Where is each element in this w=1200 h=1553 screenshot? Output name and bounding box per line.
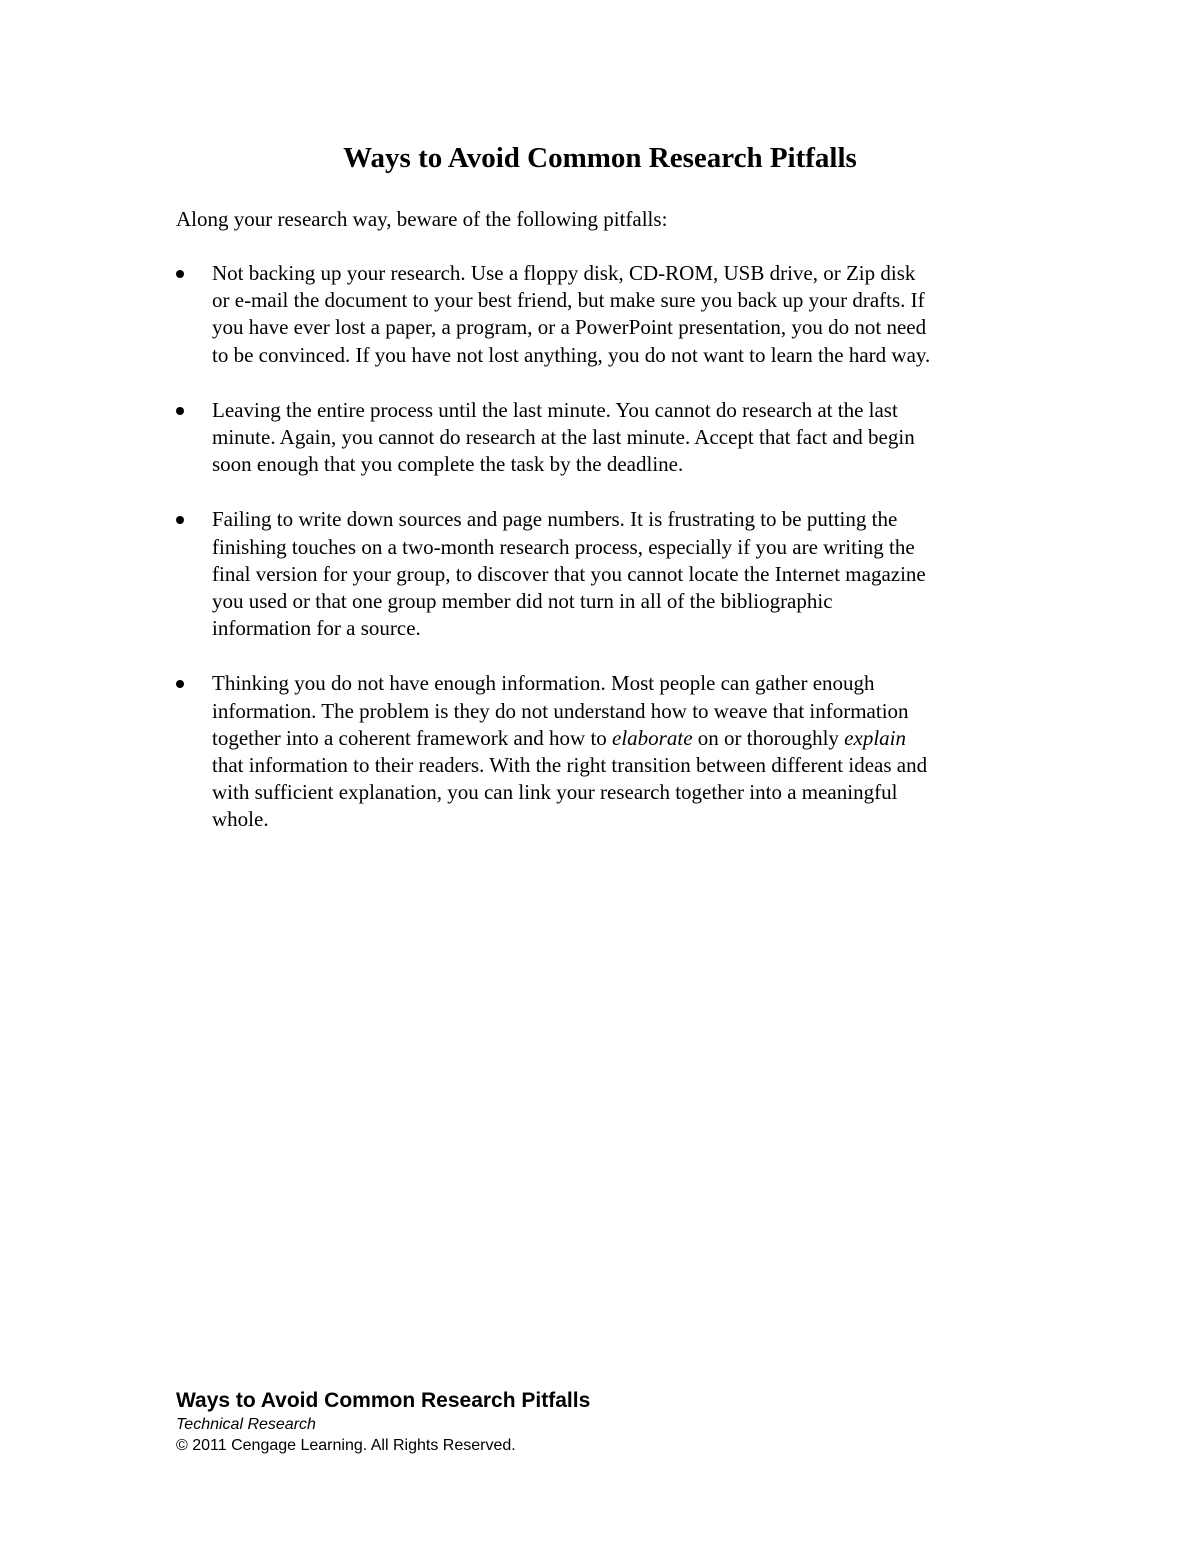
pitfall-line xyxy=(212,725,1036,752)
pitfall-line: Not backing up your research. Use a floppy disk, CD-ROM, USB drive, or Zip disk xyxy=(212,261,916,285)
pitfall-item xyxy=(176,397,1036,479)
pitfall-line: you have ever lost a paper, a program, or a PowerPoint presentation, you do not need xyxy=(212,315,927,340)
footer-copyright: © 2011 Cengage Learning. All Rights Reserved. xyxy=(176,1437,516,1454)
pitfall-line: soon enough that you complete the task by the deadline. xyxy=(212,452,684,477)
bullet-icon xyxy=(176,516,184,524)
footer-title: Ways to Avoid Common Research Pitfalls xyxy=(176,1389,591,1412)
bullet-icon xyxy=(176,270,184,278)
pitfall-line: that information to their readers. With the right transition between different ideas and xyxy=(212,753,928,778)
pitfall-line: minute. Again, you cannot do research at the last minute. Accept that fact and begin xyxy=(212,425,915,450)
pitfall-line: final version for your group, to discover that you cannot locate the Internet magazine xyxy=(212,561,926,586)
pitfall-line: Failing to write down sources and page numbers. It is frustrating to be putting the xyxy=(212,507,898,532)
pitfall-line: information. The problem is they do not understand how to weave that information xyxy=(212,698,909,723)
bullet-icon xyxy=(176,407,184,415)
pitfall-list xyxy=(176,260,1036,862)
emphasis-explain: explain xyxy=(844,725,906,750)
pitfall-line: information for a source. xyxy=(212,616,421,641)
page-footer xyxy=(176,1388,590,1456)
bullet-icon xyxy=(176,680,184,688)
pitfall-text: together into a coherent framework and how to xyxy=(212,725,613,750)
pitfall-line: finishing touches on a two-month research process, especially if you are writing the xyxy=(212,534,915,559)
pitfall-line: Leaving the entire process until the last minute. You cannot do research at the last xyxy=(212,397,898,422)
pitfall-line: with sufficient explanation, you can link your research together into a meaningful xyxy=(212,780,898,805)
pitfall-item xyxy=(176,670,1036,833)
footer-subtitle: Technical Research xyxy=(176,1416,316,1433)
page-title: Ways to Avoid Common Research Pitfalls xyxy=(343,142,857,174)
pitfall-line: to be convinced. If you have not lost anything, you do not want to learn the hard way. xyxy=(212,342,931,367)
pitfall-line: or e-mail the document to your best friend, but make sure you back up your drafts. If xyxy=(212,288,925,313)
intro-text: Along your research way, beware of the following pitfalls: xyxy=(176,207,668,231)
pitfall-line: Thinking you do not have enough information. Most people can gather enough xyxy=(212,671,875,696)
pitfall-line: whole. xyxy=(212,807,269,832)
pitfall-text: on or thoroughly xyxy=(692,725,845,750)
emphasis-elaborate: elaborate xyxy=(612,725,693,750)
pitfall-line: you used or that one group member did not turn in all of the bibliographic xyxy=(212,589,833,614)
pitfall-item xyxy=(176,260,1036,369)
pitfall-item xyxy=(176,506,1036,642)
